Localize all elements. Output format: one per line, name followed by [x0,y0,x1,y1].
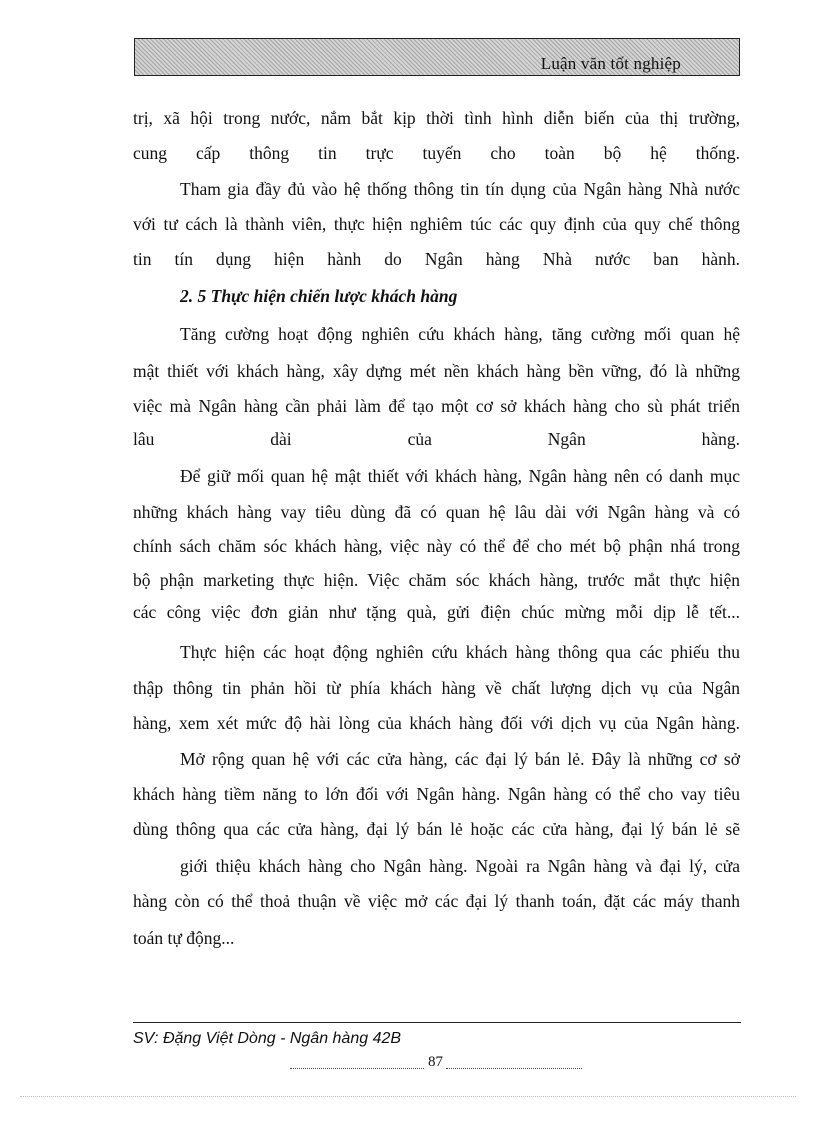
page-number: 87 [428,1054,443,1070]
text-line: khách hàng tiềm năng to lớn đối với Ngân hàng. Ngân hàng có thể cho vay tiêu [133,784,740,804]
dot-leader-right [446,1068,582,1069]
text-line: Tăng cường hoạt động nghiên cứu khách hàng, tăng cường mối quan hệ [180,324,740,344]
page-number-line [290,1054,582,1072]
text-line: những khách hàng vay tiêu dùng đã có quan hệ lâu dài với Ngân hàng và có [133,502,740,522]
page-header [134,38,740,76]
text-line: các công việc đơn giản như tặng quà, gửi điện chúc mừng mỗi dịp lễ tết... [133,602,740,622]
text-line: với tư cách là thành viên, thực hiện nghiêm túc các quy định của quy chế thông [133,214,740,234]
bottom-dotted-rule [20,1096,796,1097]
text-line: thập thông tin phản hồi từ phía khách hàng về chất lượng dịch vụ của Ngân [133,678,740,698]
text-line: Mở rộng quan hệ với các cửa hàng, các đại lý bán lẻ. Đây là những cơ sở [180,749,740,769]
section-heading: 2. 5 Thực hiện chiến lược khách hàng [180,286,458,306]
text-line: cung cấp thông tin trực tuyến cho toàn bộ hệ thống. [133,143,740,163]
footer-divider [133,1022,741,1023]
text-line: trị, xã hội trong nước, nắm bắt kịp thời tình hình diễn biến của thị trường, [133,108,740,128]
text-line: mật thiết với khách hàng, xây dựng mét nền khách hàng bền vững, đó là những [133,361,740,381]
text-line: việc mà Ngân hàng cần phải làm để tạo một cơ sở khách hàng cho sù phát triển [133,396,740,416]
text-line: Tham gia đầy đủ vào hệ thống thông tin tín dụng của Ngân hàng Nhà nước [180,179,740,199]
text-line: tin tín dụng hiện hành do Ngân hàng Nhà nước ban hành. [133,249,740,269]
text-line: hàng, xem xét mức độ hài lòng của khách hàng đối với dịch vụ của Ngân hàng. [133,713,740,733]
text-line: bộ phận marketing thực hiện. Việc chăm sóc khách hàng, trước mắt thực hiện [133,570,740,590]
text-line: hàng còn có thể thoả thuận về việc mở các đại lý thanh toán, đặt các máy thanh [133,891,740,911]
text-line: Thực hiện các hoạt động nghiên cứu khách hàng thông qua các phiếu thu [180,642,740,662]
text-line: toán tự động... [133,928,235,948]
text-line: giới thiệu khách hàng cho Ngân hàng. Ngoài ra Ngân hàng và đại lý, cửa [180,856,740,876]
footer-author: SV: Đặng Việt Dòng - Ngân hàng 42B [133,1030,402,1047]
text-line: dùng thông qua các cửa hàng, đại lý bán lẻ hoặc các cửa hàng, đại lý bán lẻ sẽ [133,819,740,839]
dot-leader-left [290,1068,424,1069]
text-line: chính sách chăm sóc khách hàng, việc này có thể để cho mét bộ phận nhá trong [133,536,740,556]
text-line: lâu dài của Ngân hàng. [133,429,740,449]
header-title: Luận văn tốt nghiệp [540,54,681,73]
text-line: Để giữ mối quan hệ mật thiết với khách hàng, Ngân hàng nên có danh mục [180,466,740,486]
